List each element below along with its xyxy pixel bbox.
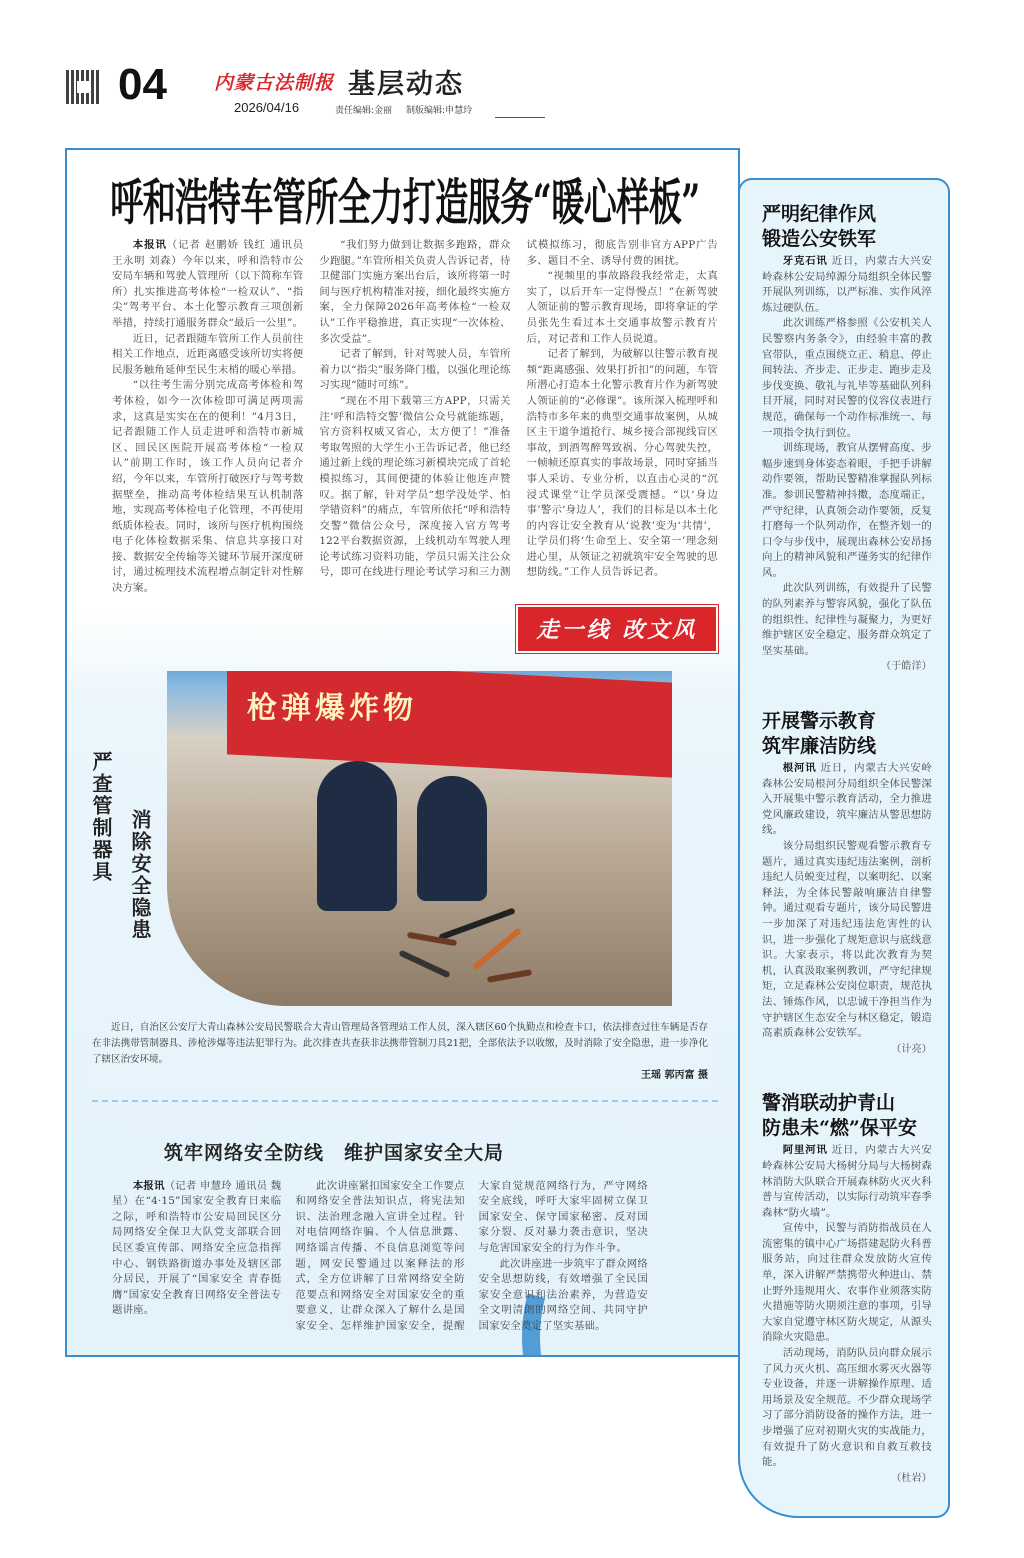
sidebar-article-2 [762,709,932,1057]
news-photo [167,671,672,1006]
sidebar-article-3 [762,1091,932,1486]
page-header [0,0,1024,140]
qr-code-icon [66,70,100,104]
newspaper-logo: 内蒙古法制报 [214,72,335,94]
paragraph: 此次训练严格参照《公安机关人民警察内务条令》，由经验丰富的教官带队，重点围绕立正、稍息、停止间转法、齐步走、正步走、跑步走及步伐变换、敬礼与礼毕等基础队列科目开展，同时对民警的仪容仪表进行规范，确保每一个动作标准统一、每一项指令执行到位。 [762,317,932,439]
sidebar-title-line1: 警消联动护青山 [762,1092,896,1115]
article2-lead-paragraph [112,1179,281,1319]
main-article-box [65,148,740,1357]
author-signature: （于皓洋） [881,661,932,673]
photo-title-line1: 严查管制器具 [89,750,113,883]
article1-headline: 呼和浩特车管所全力打造服务“暖心样板” [110,173,700,232]
photo-title-line2: 消除安全隐患 [128,808,152,941]
dateline: 阿里河讯 [782,1144,828,1157]
sidebar-article-body [762,254,932,675]
sidebar-article-body [762,1143,932,1486]
paragraph: 活动现场，消防队员向群众展示了风力灭火机、高压细水雾灭火器等专业设备，并逐一讲解操作原理、适用场景及安全规范。不少群众现场学习了部分消防设备的操作方法，进一步增强了应对初期火灾的实战能力，有效提升了防火意识和自救互救技能。 [762,1347,932,1469]
paragraph: 近日，内蒙古大兴安岭森林公安局根河分局组织全体民警深入开展集中警示教育活动，全力推进党风廉政建设，筑牢廉洁从警思想防线。 [762,762,932,837]
confiscated-item [472,927,522,970]
paragraph: 宣传中，民警与消防指战员在人流密集的镇中心广场搭建起防火科普服务站，向过往群众发放防火宣传单，深入讲解严禁携带火种进山、禁止野外违规用火、农事作业须落实防火措施等防火期须注意的事项，引导大家自觉遵守林区防火规定，从源头消除火灾隐患。 [762,1222,932,1344]
photo-feature [87,671,718,1006]
editors-line [335,103,486,116]
police-officer-figure [417,776,487,901]
layout-editor: 制版编辑:申慧玲 [406,106,473,116]
sidebar-article-1 [762,202,932,675]
sidebar-title-line1: 开展警示教育 [762,710,877,733]
paragraph: “以往考生需分别完成高考体检和驾考体检，如今一次体检即可满足两项需求，这真是实实在在的便利！”4月3日，记者跟随工作人员走进呼和浩特市新城区、回民区医院开展高考体检“一检双认”前期工作时，该工作人员向记者介绍，今年以来，车管所打破医疗与驾考数据壁垒，推动高考体检结果互认机制落地，实现高考体检电子化管理，不再使用纸质体检表。同时，该所与医疗机构围绕电子化体检数据采集、信息共享接口对接、数据安全传输等关键环节展开深度研讨，通过梳理技术流程增点制定针对性解决方案。 [112,379,304,595]
confiscated-item [438,907,515,940]
byline-lead: 本报讯 [132,1179,165,1192]
sidebar-news-column [738,178,950,1518]
author-signature: （计亮） [891,1043,932,1055]
paragraph: “我们努力做到让数据多跑路，群众少跑腿。”车管所相关负责人告诉记者，待卫健部门实施方案出台后，该所将第一时间与医疗机构精准对接，细化最终实施方案，全力保障2026年高考体检“一检双认”工作平稳推进，真正实现“一次体检、多次受益”。 [319,239,511,345]
article1-body [112,238,718,597]
issue-date: 2026/04/16 [234,100,300,115]
divider [92,1100,718,1102]
editor: 责任编辑:金丽 [335,106,393,116]
section-title: 基层动态 [348,69,464,100]
dateline: 牙克石讯 [782,255,828,267]
photo-feature-title [87,671,167,941]
sidebar-title-line2: 锻造公安铁军 [762,228,877,250]
article2-headline: 筑牢网络安全防线 维护国家安全大局 [164,1141,505,1164]
page-layout [65,140,1024,1558]
article1-lead-paragraph [112,238,303,332]
byline-lead: 本报讯 [132,239,167,251]
paragraph: “视频里的事故路段我经常走，太真实了，以后开车一定得慢点！”在新驾驶人领证前的警示教育现场，即将拿证的学员张先生看过本土交通事故警示教育片后，对记者和工作人员说道。 [526,270,718,345]
paragraph: 近日，内蒙古大兴安岭森林公安局大杨树分局与大杨树森林消防大队联合开展森林防火灭火科普与宣传活动，以实际行动筑牢春季森林“防火墙”。 [762,1144,932,1219]
byline: （记者 赵鹏娇 钱红 通讯员 王永明 刘森）今年以来，呼和浩特市公安局车辆和驾驶人管理所（以下简称车管所）扎实推进高考体检“一检双认”、“指尖”驾考平台、本土化警示教育三项创新举措，持续打通服务群众“最后一公里”。 [112,239,304,329]
article2-body [112,1179,648,1335]
paragraph: 近日，记者跟随车管所工作人员前往相关工作地点，近距离感受该所切实将便民服务触角延伸至民生末梢的暖心举措。 [112,332,304,376]
paragraph: 记者了解到，针对驾驶人员，车管所着力以“指尖”服务降门槛，以强化理论练习实现“随时可练”。 [319,348,511,392]
sidebar-article-body [762,761,932,1057]
sidebar-title-line2: 防患未“燃”保平安 [762,1117,917,1140]
author-signature: （杜岩） [891,1472,932,1484]
paragraph: 训练现场，教官从摆臂高度、步幅步速到身体姿态着眼，手把手讲解动作要领，帮助民警精准掌握队列标准。参训民警精神抖擞，态度端正，严守纪律，认真领会动作要领，反复打磨每一个队列动作，在整齐划一的口令与步伐中，展现出森林公安昂扬向上的精神风貌和严谨务实的纪律作风。 [762,442,932,579]
sidebar-title-line2: 筑牢廉洁防线 [762,735,877,758]
photo-credit: 王瑶 郭丙富 摄 [641,1069,708,1081]
header-rule [495,117,545,118]
sidebar-title-line1: 严明纪律作风 [762,203,877,225]
paragraph: 记者了解到，为破解以往警示教育视频“距离感强、效果打折扣”的问题，车管所潜心打造本土化警示教育片作为新驾驶人领证前的“必修课”。该所深入梳理呼和浩特市多年来的典型交通事故案例，从城区主干道争道抢行、城乡接合部视线盲区事故，到酒驾醉驾致祸、分心驾驶失控，一帧帧还原真实的事故场景，同时穿插当事人采访、专业分析，以直击心灵的“沉浸式课堂”让学员深受震撼。“以‘身边事’警示‘身边人’，我们的目标是以本土化的内容让安全教育从‘说教’变为‘共情’，让学员们将‘生命至上、安全第一’理念刻进心里，从领证之初就筑牢安全驾驶的思想防线。”工作人员告诉记者。 [526,348,718,579]
paragraph: 此次讲座进一步筑牢了群众网络安全思想防线，有效增强了全民国家安全意识和法治素养，为营造安全文明清朗的网络空间、共同守护国家安全奠定了坚实基础。 [478,1257,648,1332]
paragraph: 此次队列训练，有效提升了民警的队列素养与警容风貌，强化了队伍的组织性、纪律性与凝聚力，为更好维护辖区安全稳定、服务群众筑定了坚实基础。 [762,582,932,657]
paragraph: 此次讲座紧扣国家安全工作要点和网络安全普法知识点，将宪法知识、法治理念融入宣讲全过程。针对电信网络诈骗、个人信息泄露、网络谣言传播、不良信息浏览等问题，网安民警通过以案释法的形式，全方位讲解了日常网络安全防范要点和网络安全对国家安全的重要意义，让群众深入了解什么是国家安全、怎样维护国家安全，提醒大家自觉规范网络行为，严守网络安全底线，呼吁大家牢固树立保卫国家安全、保守国家秘密、反对国家分裂、反对暴力袭击意识，坚决与危害国家安全的行为作斗争。 [295,1179,648,1332]
byline: （记者 申慧玲 通讯员 魏星）在“4·15”国家安全教育日来临之际，呼和浩特市公安局回民区分局网络安全保卫大队党支部联合回民区委宣传部、网络安全应急指挥中心、钢铁路街道办事处及辖区部分居民，开展了“国家安全 青春挺膺”国家安全教育日网络安全普法专题讲座。 [112,1179,282,1317]
column-banner: 走一线 改文风 [516,605,718,653]
dateline: 根河讯 [782,762,817,775]
article1-headline-container [92,164,718,238]
banner-row [112,605,718,653]
page-number: 04 [118,60,167,109]
paragraph: 近日，内蒙古大兴安岭森林公安局绰源分局组织全体民警开展队列训练，以严标准、实作风淬炼过硬队伍。 [762,255,932,314]
photo-banner-text: 枪弹爆炸物 [247,690,417,726]
paragraph: 该分局组织民警观看警示教育专题片，通过真实违纪违法案例，剖析违纪人员蜕变过程，以案明纪、以案释法，为全体民警敲响廉洁自律警钟。通过观看专题片，该分局民警进一步加深了对违纪违法危害性的认识，进一步强化了规矩意识与底线意识。大家表示，将以此次教育为契机，认真汲取案例教训，严守纪律规矩，立足森林公安岗位职责，规范执法、锤炼作风，以忠诚干净担当作为守护辖区生态安全与林区稳定，锻造高素质森林公安铁军。 [762,840,932,1040]
police-officer-figure [317,761,397,911]
confiscated-item [487,969,532,983]
paragraph: “现在不用下载第三方APP，只需关注‘呼和浩特交警’微信公众号就能练题，官方资料权威又省心，太方便了！”准备考取驾照的大学生小王告诉记者，他已经通过新上线的理论练习新模块完成了首轮模拟练习，其间便捷的体验让他连声赞叹。据了解，针对学员“想学没处学、怕学错资料”的痛点，车管所依托“呼和浩特交警”微信公众号，深度接入官方驾考122平台数据资源，上线机动车驾驶人理论考试练习资料功能，学员只需关注公众号，即可在线进行理论考试学习和三力测试模拟练习，彻底告别非官方APP广告多、题目不全、诱导付费的困扰。 [319,239,718,579]
photo-caption: 近日，自治区公安厅大青山森林公安局民警联合大青山管理局各管理站工作人员，深入辖区60个执勤点和检查卡口，依法排查过往车辆是否存在非法携带管制器具、涉枪涉爆等违法犯罪行为。此次排查共查获非法携带管制刀具21把，全部依法予以收缴，及时消除了安全隐患，进一步净化了辖区治安环境。 [92,1021,708,1065]
caption-box [82,1014,718,1090]
confiscated-item [398,949,450,978]
